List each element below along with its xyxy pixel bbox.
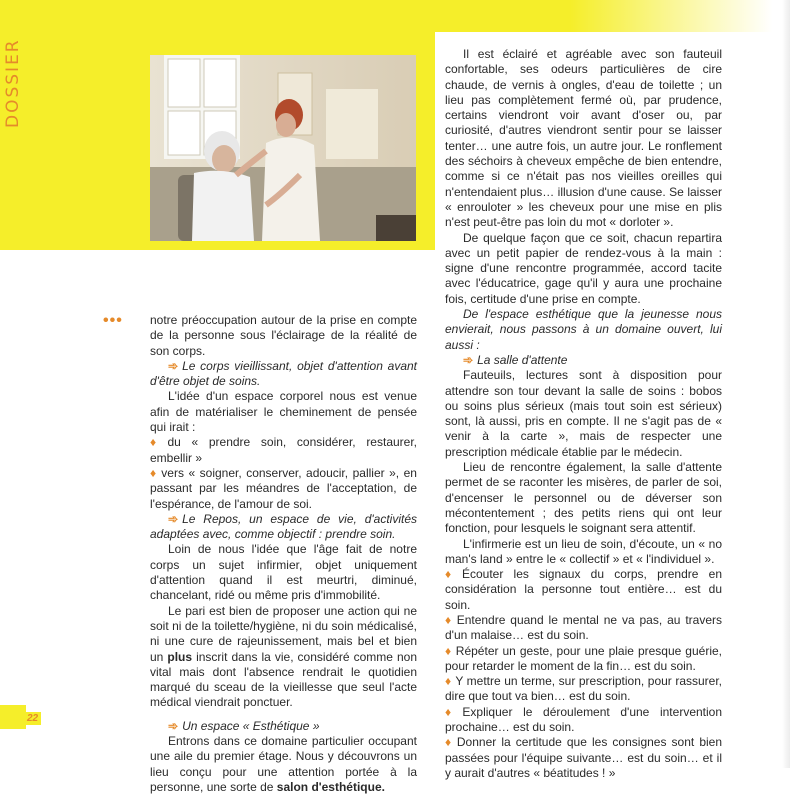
section-label: DOSSIER	[3, 38, 23, 128]
diamond-bullet-icon: ♦	[445, 612, 453, 627]
paragraph: L'idée d'un espace corporel nous est venue afin de matérialiser le cheminement de pensée qui irait :	[150, 389, 417, 435]
header-band-fade	[570, 0, 790, 32]
subheading: Un espace « Esthétique »	[182, 718, 320, 733]
diamond-bullet-icon: ♦	[445, 735, 453, 750]
paragraph: Fauteuils, lectures sont à disposition pour attendre son tour devant la salle de soins : bobos ou soins plus sérieux (mais tout soin est sérieux) sont, là aussi, pris en compte. Il ne s'agit pas de « venir à la carte », mais de respecter une prescription médicale établie par le médecin.	[445, 368, 722, 459]
arrow-icon: ➾	[463, 352, 474, 367]
list-item: vers « soigner, conserver, adoucir, pallier », en passant par les méandres de l'acceptation, de l'espérance, de l'amour de soi.	[150, 465, 417, 511]
arrow-icon: ➾	[168, 511, 179, 526]
diamond-bullet-icon: ♦	[445, 567, 458, 582]
paragraph: Le pari est bien de proposer une action qui ne soit ni de la toilette/hygiène, ni du soin médicalisé, ni une cure de rajeunissement, mais bel et bien un plus inscrit dans la vie, considéré comme non vital mais dont l'absence rendrait le quotidien marqué du sceau de la vieillesse que seul l'acte médical viendrait ponctuer.	[150, 603, 417, 710]
list-item: Y mettre un terme, sur prescription, pour rassurer, dire que tout va bien… est du soin.	[445, 674, 723, 704]
paragraph: notre préoccupation autour de la prise en compte de la personne sous l'éclairage de la réalité de son corps.	[150, 313, 417, 358]
page-number: 22	[24, 712, 41, 725]
subheading: Le corps vieillissant, objet d'attention avant d'être objet de soins.	[150, 358, 417, 389]
photo-icon	[150, 55, 416, 241]
paragraph: Entrons dans ce domaine particulier occupant une aile du premier étage. Nous y découvrons un lieu conçu pour une attention portée à la personne, une sorte de salon d'esthétique.	[150, 734, 417, 794]
left-column	[150, 313, 417, 795]
diamond-bullet-icon: ♦	[150, 435, 164, 450]
list-item: Entendre quand le mental ne va pas, au travers d'un malaise… est du soin.	[445, 612, 722, 643]
subheading: La salle d'attente	[477, 352, 568, 367]
page-number-band	[0, 705, 26, 729]
ellipsis-dots-icon: •••	[103, 312, 123, 329]
paragraph: Il est éclairé et agréable avec son fauteuil confortable, ses odeurs particulières de cire chaude, de vernis à ongles, d'eau de toilette ; un lieu pas complètement fermé où, par prudence, certains viendront voir avant d'oser ou, par curiosité, d'autres viendront sentir pour se laisser tenter… une autre fois, un autre jour. Le ronflement des séchoirs à cheveux empêche de bien entendre, comme si ce n'était pas nos vieilles oreilles qui n'entendaient plus… illusion d'une cause. Se laisser « enrouloter » les cheveux pour une mise en plis n'est peut-être pas loin du mot « dorloter ».	[445, 47, 722, 230]
paragraph: De l'espace esthétique que la jeunesse nous envierait, nous passons à un domaine ouvert, lui aussi :	[445, 307, 722, 352]
paragraph: Lieu de rencontre également, la salle d'attente permet de se raconter les misères, de parler de soi, d'encenser le personnel ou de déverser son mécontentement ; des petits riens qui ont leur fonction, pour lesquels le soignant sera attentif.	[445, 460, 722, 536]
paragraph: Loin de nous l'idée que l'âge fait de notre corps un sujet infirmier, objet uniquement d'attention quand il est meurtri, diminué, chancelant, ridé ou même pris d'immobilité.	[150, 542, 417, 603]
paragraph: L'infirmerie est un lieu de soin, d'écoute, un « no man's land » entre le « collectif » et « l'individuel ».	[445, 536, 722, 566]
diamond-bullet-icon: ♦	[445, 704, 459, 719]
list-item: Écouter les signaux du corps, prendre en considération la personne tout entière… est du soin.	[445, 567, 723, 612]
photo	[150, 55, 416, 241]
list-item: Répéter un geste, pour une plaie presque guérie, pour retarder le moment de la fin… est du soin.	[445, 643, 723, 673]
page-spine	[782, 0, 790, 768]
arrow-icon: ➾	[168, 718, 179, 733]
list-item: Expliquer le déroulement d'une intervention prochaine… est du soin.	[445, 704, 723, 735]
right-column	[445, 47, 722, 781]
diamond-bullet-icon: ♦	[445, 643, 452, 658]
emphasis: plus	[167, 649, 193, 664]
diamond-bullet-icon: ♦	[150, 465, 158, 480]
diamond-bullet-icon: ♦	[445, 674, 452, 689]
list-item: du « prendre soin, considérer, restaurer, embellir »	[150, 435, 418, 465]
arrow-icon: ➾	[168, 358, 179, 373]
paragraph: De quelque façon que ce soit, chacun repartira avec un petit papier de rendez-vous à la main : signe d'une rencontre programmée, accord tacite avec l'éducatrice, gage qu'il y aura une prochaine fois, certitude d'une prise en compte.	[445, 230, 722, 306]
list-item: Donner la certitude que les consignes sont bien passées pour l'équipe suivante… est du soin… et il y aurait d'autres « béatitudes ! »	[445, 735, 723, 780]
subheading: Le Repos, un espace de vie, d'activités adaptées avec, comme objectif : prendre soin.	[150, 511, 417, 542]
emphasis: salon d'esthétique.	[276, 779, 385, 794]
